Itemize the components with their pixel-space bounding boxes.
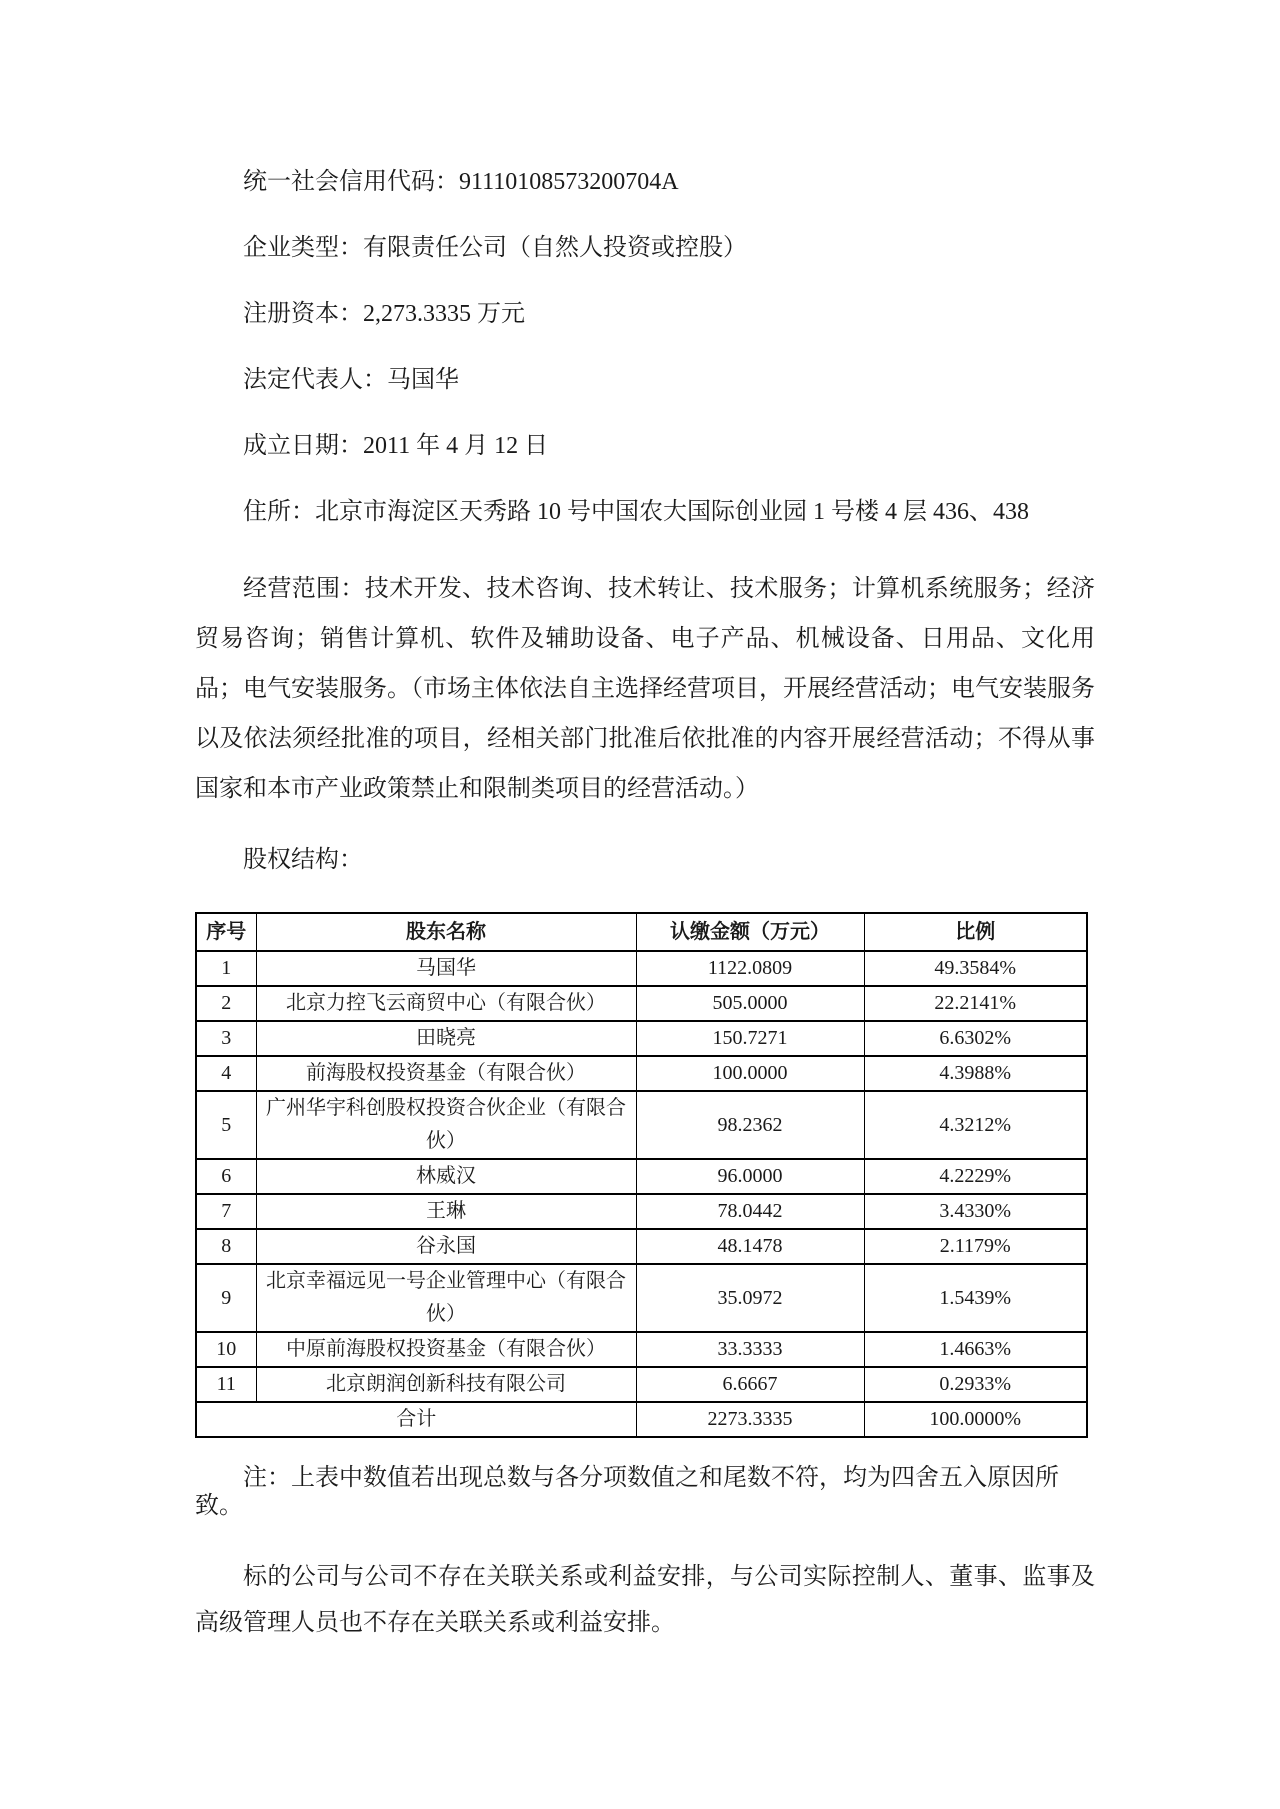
cell-amount: 100.0000 [636,1056,864,1091]
cell-amount: 505.0000 [636,986,864,1021]
field-establish-date: 成立日期：2011 年 4 月 12 日 [243,433,549,459]
cell-amount: 98.2362 [636,1091,864,1159]
cell-ratio: 4.3212% [864,1091,1087,1159]
cell-shareholder-name: 谷永国 [256,1229,636,1264]
cell-seq: 9 [196,1264,256,1332]
field-company-type: 企业类型：有限责任公司（自然人投资或控股） [243,235,747,261]
cell-ratio: 2.1179% [864,1229,1087,1264]
table-row [196,1194,1087,1229]
cell-seq: 3 [196,1021,256,1056]
cell-amount: 1122.0809 [636,951,864,986]
cell-total-label: 合计 [196,1402,636,1437]
cell-amount: 6.6667 [636,1367,864,1402]
cell-shareholder-name: 王琳 [256,1194,636,1229]
table-row [196,1056,1087,1091]
cell-shareholder-name: 广州华宇科创股权投资合伙企业（有限合伙） [256,1091,636,1159]
cell-seq: 2 [196,986,256,1021]
table-row [196,1264,1087,1332]
table-row [196,1229,1087,1264]
table-note: 注：上表中数值若出现总数与各分项数值之和尾数不符，均为四舍五入原因所致。 [195,1465,1059,1519]
table-row [196,1332,1087,1367]
cell-seq: 11 [196,1367,256,1402]
table-row [196,1021,1087,1056]
cell-amount: 78.0442 [636,1194,864,1229]
cell-shareholder-name: 北京幸福远见一号企业管理中心（有限合伙） [256,1264,636,1332]
cell-total-amount: 2273.3335 [636,1402,864,1437]
cell-amount: 96.0000 [636,1159,864,1194]
cell-ratio: 3.4330% [864,1194,1087,1229]
cell-ratio: 1.4663% [864,1332,1087,1367]
cell-amount: 48.1478 [636,1229,864,1264]
cell-amount: 35.0972 [636,1264,864,1332]
cell-seq: 1 [196,951,256,986]
cell-shareholder-name: 田晓亮 [256,1021,636,1056]
col-header-ratio: 比例 [864,913,1087,951]
col-header-name: 股东名称 [256,913,636,951]
business-scope-paragraph: 经营范围：技术开发、技术咨询、技术转让、技术服务；计算机系统服务；经济贸易咨询；销售计算机、软件及辅助设备、电子产品、机械设备、日用品、文化用品；电气安装服务。（市场主体依法自主选择经营项目，开展经营活动；电气安装服务以及依法须经批准的项目，经相关部门批准后依批准的内容开展经营活动；不得从事国家和本市产业政策禁止和限制类项目的经营活动。） [195,576,1095,802]
table-row [196,1091,1087,1159]
table-row [196,1159,1087,1194]
cell-amount: 150.7271 [636,1021,864,1056]
equity-structure-heading: 股权结构： [243,847,363,873]
table-row [196,1367,1087,1402]
cell-seq: 6 [196,1159,256,1194]
field-credit-code: 统一社会信用代码：91110108573200704A [243,169,679,195]
table-total-row [196,1402,1087,1437]
cell-ratio: 6.6302% [864,1021,1087,1056]
closing-paragraph: 标的公司与公司不存在关联关系或利益安排，与公司实际控制人、董事、监事及高级管理人员也不存在关联关系或利益安排。 [195,1564,1095,1636]
cell-ratio: 22.2141% [864,986,1087,1021]
cell-shareholder-name: 马国华 [256,951,636,986]
table-row [196,986,1087,1021]
cell-amount: 33.3333 [636,1332,864,1367]
table-header-row [196,913,1087,951]
cell-seq: 5 [196,1091,256,1159]
cell-ratio: 4.2229% [864,1159,1087,1194]
field-legal-representative: 法定代表人：马国华 [243,367,459,393]
field-address: 住所：北京市海淀区天秀路 10 号中国农大国际创业园 1 号楼 4 层 436、438 [243,499,1029,525]
cell-seq: 4 [196,1056,256,1091]
cell-total-ratio: 100.0000% [864,1402,1087,1437]
col-header-amount: 认缴金额（万元） [636,913,864,951]
cell-shareholder-name: 林威汉 [256,1159,636,1194]
cell-seq: 8 [196,1229,256,1264]
cell-ratio: 4.3988% [864,1056,1087,1091]
equity-structure-table [195,912,1088,1438]
cell-ratio: 1.5439% [864,1264,1087,1332]
col-header-seq: 序号 [196,913,256,951]
cell-seq: 10 [196,1332,256,1367]
cell-shareholder-name: 中原前海股权投资基金（有限合伙） [256,1332,636,1367]
cell-shareholder-name: 北京朗润创新科技有限公司 [256,1367,636,1402]
field-registered-capital: 注册资本：2,273.3335 万元 [243,301,525,327]
cell-shareholder-name: 前海股权投资基金（有限合伙） [256,1056,636,1091]
table-row [196,951,1087,986]
cell-ratio: 49.3584% [864,951,1087,986]
cell-shareholder-name: 北京力控飞云商贸中心（有限合伙） [256,986,636,1021]
cell-ratio: 0.2933% [864,1367,1087,1402]
cell-seq: 7 [196,1194,256,1229]
